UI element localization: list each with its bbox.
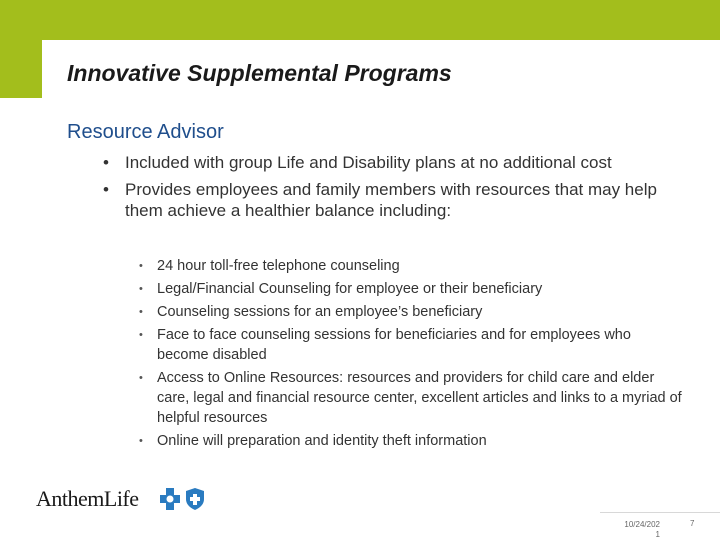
main-bullet-list bbox=[103, 152, 683, 227]
sub-bullet-item: • Access to Online Resources: resources and providers for child care and elder care, legal and financial resource center, excellent articles and links to a myriad of helpful resources bbox=[137, 368, 682, 428]
logo-marks bbox=[159, 487, 205, 511]
footer-date-line1: 10/24/202 bbox=[624, 520, 660, 529]
sub-bullet-item: • Face to face counseling sessions for beneficiaries and for employees who become disabled bbox=[137, 325, 682, 365]
sub-bullet-list bbox=[137, 256, 682, 454]
sub-bullet-item: • 24 hour toll-free telephone counseling bbox=[137, 256, 682, 276]
footer-divider bbox=[600, 512, 720, 513]
anthem-life-logo bbox=[36, 484, 205, 514]
blue-shield-icon bbox=[185, 487, 205, 511]
bullet-item: • Provides employees and family members with resources that may help them achieve a healthier balance including: bbox=[103, 179, 683, 221]
blue-cross-icon bbox=[159, 487, 181, 511]
section-title: Resource Advisor bbox=[67, 121, 224, 143]
sub-bullet-item: • Online will preparation and identity theft information bbox=[137, 431, 682, 451]
sub-bullet-item: • Legal/Financial Counseling for employee or their beneficiary bbox=[137, 279, 682, 299]
footer-date-line2: 1 bbox=[655, 530, 660, 539]
logo-text: AnthemLife bbox=[36, 486, 139, 511]
bullet-item: • Included with group Life and Disability plans at no additional cost bbox=[103, 152, 683, 173]
page-number: 7 bbox=[690, 519, 695, 528]
footer-date bbox=[612, 520, 660, 540]
sub-bullet-item: • Counseling sessions for an employee’s beneficiary bbox=[137, 302, 682, 322]
slide-title: Innovative Supplemental Programs bbox=[67, 60, 452, 86]
